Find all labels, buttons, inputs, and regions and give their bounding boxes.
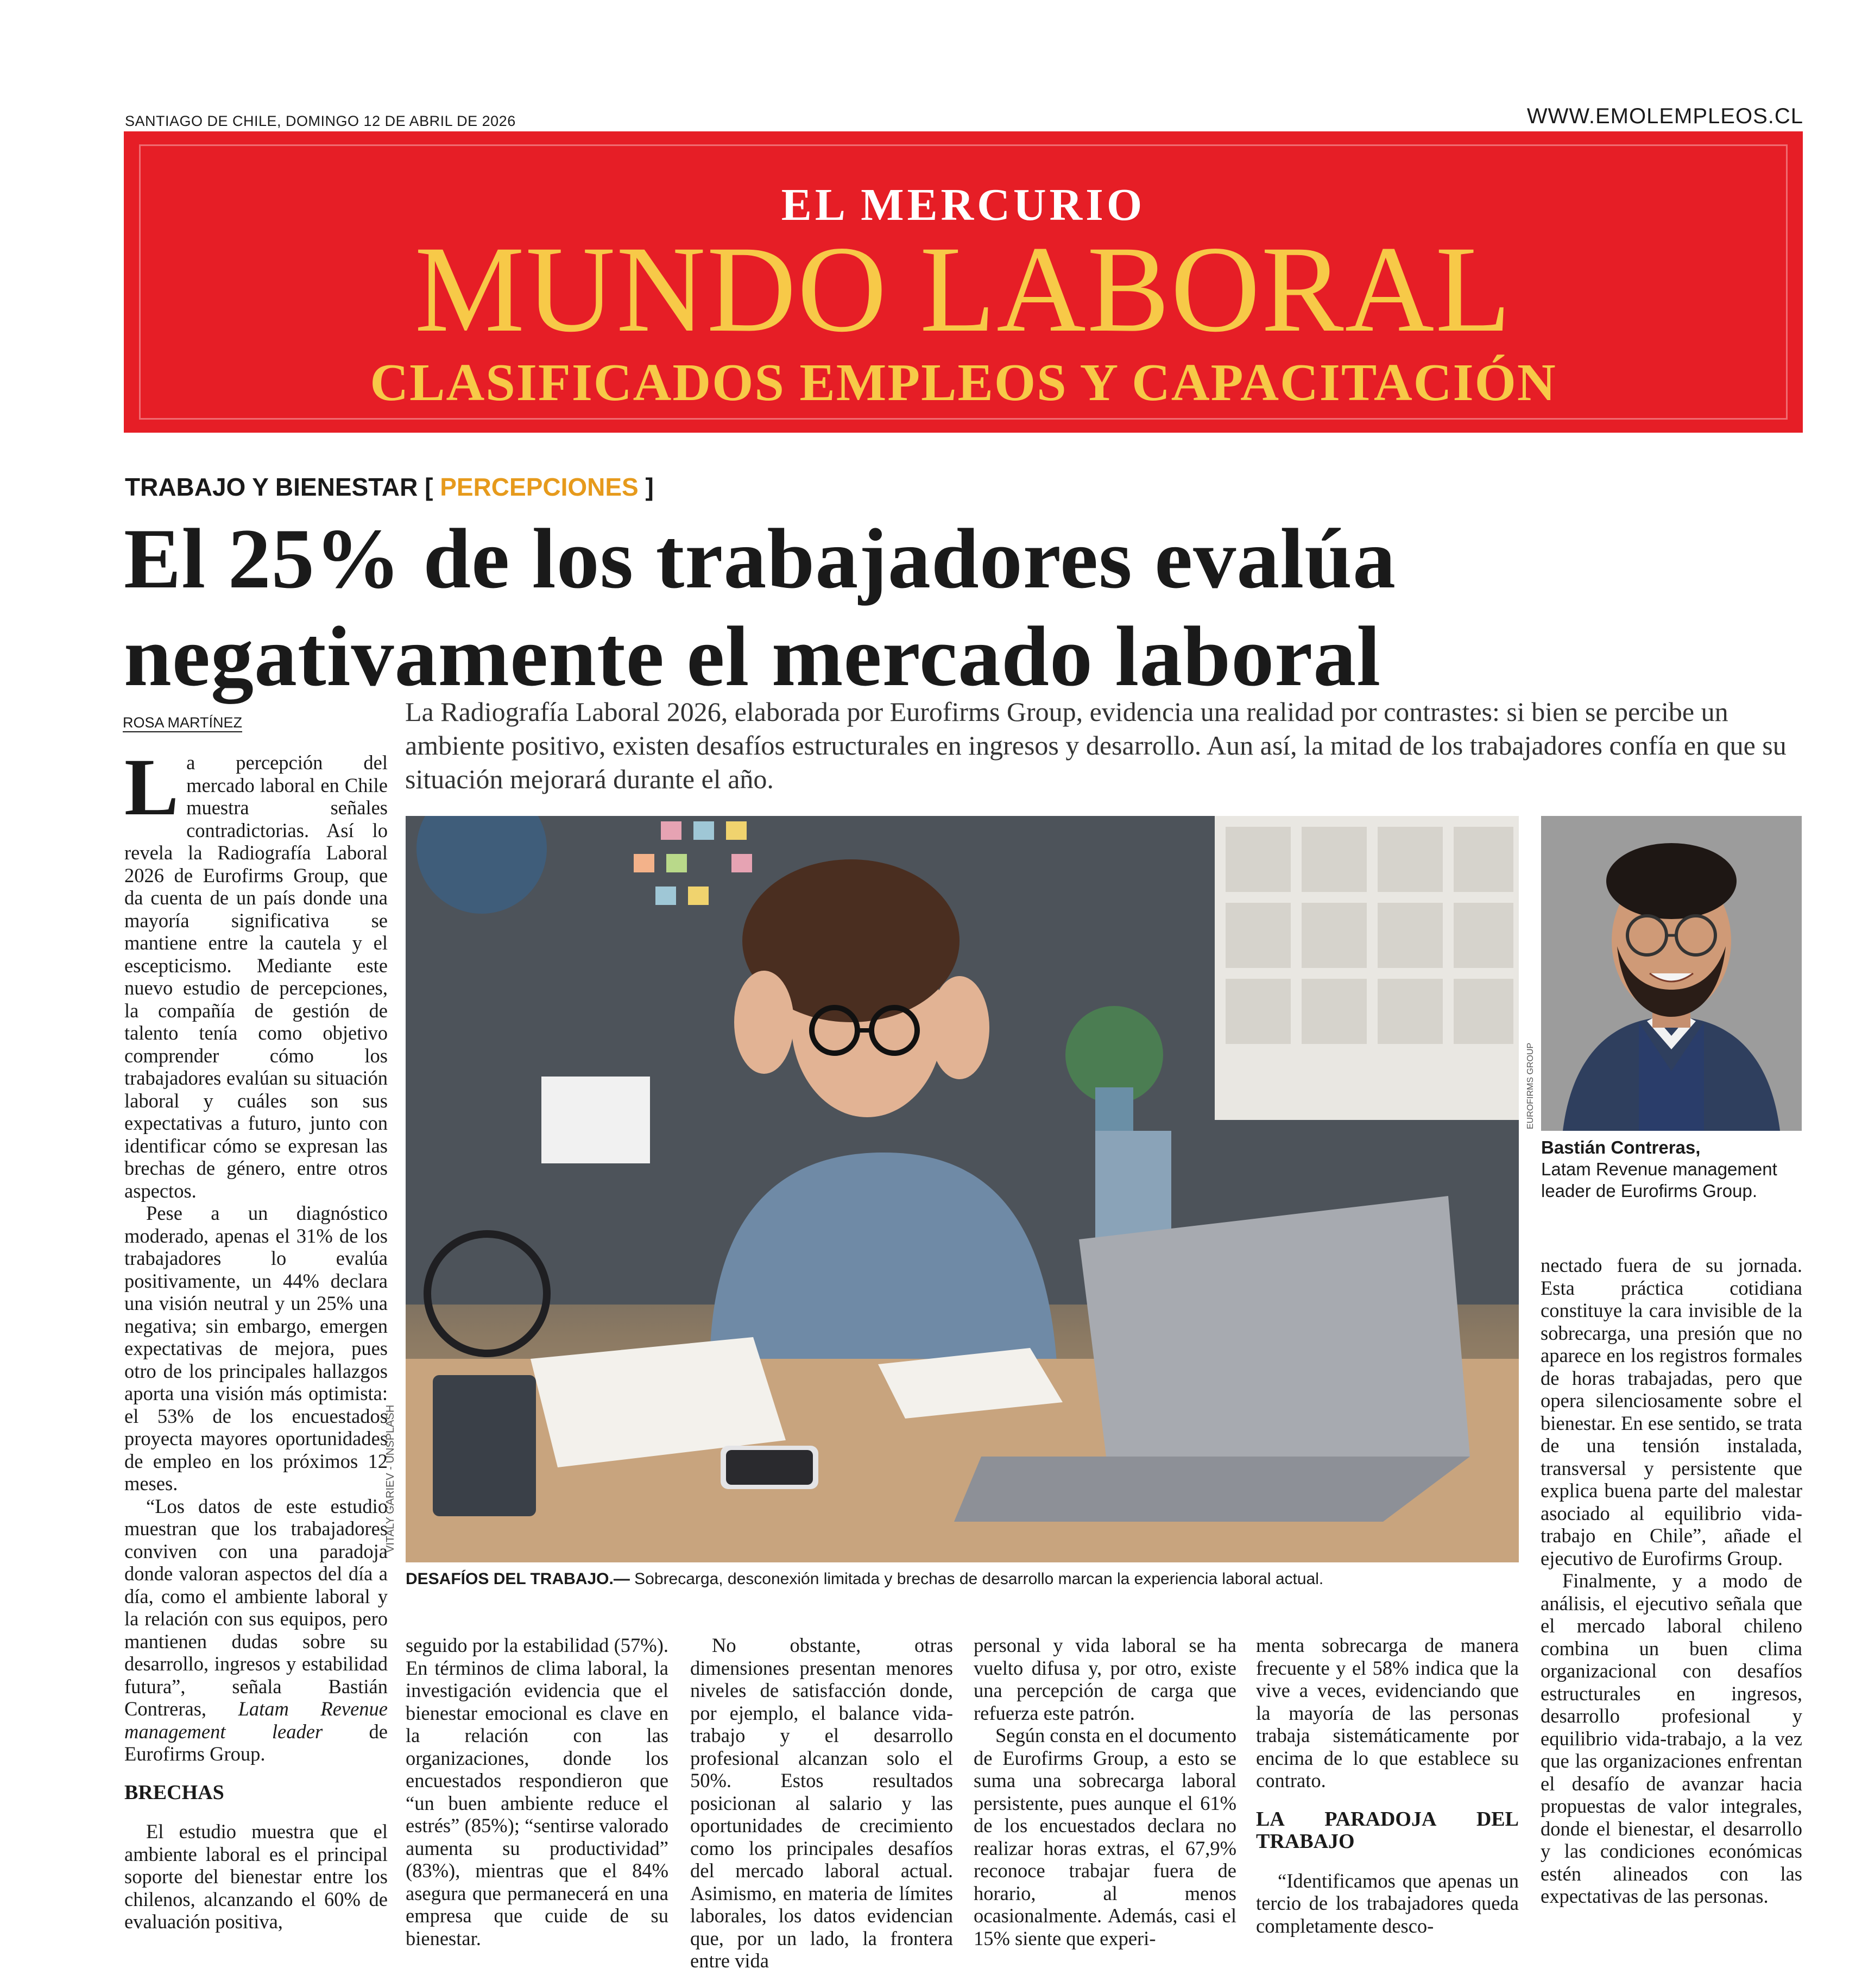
caption-text: Sobrecarga, desconexión limitada y brechas de desarrollo marcan la experiencia laboral actual.	[629, 1570, 1324, 1588]
paragraph: Finalmente, y a modo de análisis, el ejecutivo señala que el mercado laboral chileno combina un buen clima organizacional con desafíos estructurales en ingresos, desarrollo profesional y equilibrio vida-trabajo, a la vez que las organizaciones enfrentan el desafío de avanzar hacia propuestas de valor integrales, donde el bienestar, el desarrollo y las condiciones económicas estén alineados con las expectativas de las personas.	[1541, 1569, 1802, 1907]
portrait-illustration	[1541, 816, 1802, 1131]
main-photo-credit: VITALY GARIEV - UNSPLASH	[384, 1404, 396, 1553]
portrait-role-line-2: leader de Eurofirms Group.	[1541, 1181, 1758, 1201]
paragraph: Pese a un diagnóstico moderado, apenas el 31% de los trabajadores lo evalúa positivamente, un 44% declara una visión neutral y un 25% una negativa; sin embargo, emergen expectativas de mejora, pues otro de los principales hallazgos aporta una visión más optimista: el 53% de los encuestados proyecta mayores oportunidades de empleo en los próximos 12 meses.	[124, 1202, 388, 1495]
masthead	[124, 131, 1803, 433]
article-column-2	[406, 1634, 668, 1949]
masthead-frame	[139, 144, 1788, 420]
paragraph: personal y vida laboral se ha vuelto difusa y, por otro, existe una percepción de carga que refuerza este patrón.	[974, 1634, 1236, 1724]
paragraph: nectado fuera de su jornada. Esta práctica cotidiana constituye la cara invisible de la sobrecarga, una presión que no aparece en los registros formales de horas trabajadas, pero que opera silenciosamente sobre el bienestar. En ese sentido, se trata de una tensión instalada, transversal y persistente que explica buena parte del malestar asociado al equilibrio vida-trabajo en Chile”, añade el ejecutivo de Eurofirms Group.	[1541, 1254, 1802, 1569]
dateline: SANTIAGO DE CHILE, DOMINGO 12 DE ABRIL DE 2026	[125, 113, 516, 129]
portrait-name: Bastián Contreras,	[1541, 1137, 1701, 1157]
portrait-photo-credit: EUROFIRMS GROUP	[1526, 1042, 1535, 1129]
subhead-brechas: BRECHAS	[124, 1781, 224, 1804]
article-column-4	[974, 1634, 1236, 1949]
article-column-3	[690, 1634, 953, 1972]
kicker-section: TRABAJO Y BIENESTAR	[125, 473, 418, 501]
office-worker-illustration	[406, 816, 1519, 1562]
kicker-tag: PERCEPCIONES	[440, 473, 639, 501]
article-column-5	[1256, 1634, 1519, 1937]
paragraph-text: de Eurofirms Group.	[124, 1720, 388, 1765]
paragraph: “Identificamos que apenas un tercio de los trabajadores queda completamente desco-	[1256, 1869, 1519, 1937]
newspaper-brand: EL MERCURIO	[781, 180, 1146, 230]
paragraph: Según consta en el documento de Eurofirms Group, a esto se suma una sobrecarga laboral persistente, pues aunque el 61% de los encuestados declara no realizar horas extras, el 67,9% reconoce trabajar fuera de horario, al menos ocasionalmente. Además, casi el 15% siente que experi-	[974, 1724, 1236, 1949]
paragraph	[124, 742, 388, 1202]
paragraph-text: a percepción del mercado laboral en Chile muestra señales contradictorias. Así lo revela la Radiografía Laboral 2026 de Eurofirms Group, que da cuenta de un país donde una mayoría significativa se mantiene entre la cautela y el escepticismo. Mediante este nuevo estudio de percepciones, la compañía de gestión de talento tenía como objetivo comprender cómo los trabajadores evalúan su situación laboral y cuáles son sus expectativas a futuro, junto con identificar cómo se expresan las brechas de género, entre otros aspectos.	[124, 751, 388, 1202]
paragraph: menta sobrecarga de manera frecuente y el 58% indica que la vive a veces, evidenciando que la mayoría de las personas trabaja sistemáticamente por encima de lo que establece su contrato.	[1256, 1634, 1519, 1791]
kicker-bracket-close: ]	[645, 473, 654, 501]
section-title: MUNDO LABORAL	[414, 221, 1512, 358]
website-link[interactable]: WWW.EMOLEMPLEOS.CL	[1526, 104, 1803, 128]
portrait-caption	[1541, 1137, 1802, 1202]
kicker-bracket-open: [	[425, 473, 433, 501]
main-photo	[406, 816, 1519, 1562]
portrait-role-line-1: Latam Revenue management	[1541, 1159, 1777, 1179]
drop-cap: L	[124, 742, 179, 832]
article-column-6	[1541, 1254, 1802, 1908]
article-lead: La Radiografía Laboral 2026, elaborada por Eurofirms Group, evidencia una realidad por contrastes: si bien se percibe un ambiente positivo, existen desafíos estructurales en ingresos y desarrollo. Aun así, la mitad de los trabajadores confía en que su situación mejorará durante el año.	[405, 697, 1787, 794]
paragraph	[124, 1495, 388, 1765]
byline: ROSA MARTÍNEZ	[123, 714, 242, 732]
caption-label: DESAFÍOS DEL TRABAJO.—	[406, 1570, 630, 1588]
paragraph: El estudio muestra que el ambiente laboral es el principal soporte del bienestar entre los chilenos, alcanzando el 60% de evaluación positiva,	[124, 1820, 388, 1933]
article-kicker	[125, 472, 654, 502]
article-headline: El 25% de los trabajadores evalúa negativamente el mercado laboral	[124, 511, 1397, 704]
article-column-1	[124, 742, 388, 1933]
main-photo-caption	[406, 1570, 1323, 1588]
portrait-photo	[1541, 816, 1802, 1131]
paragraph: seguido por la estabilidad (57%). En términos de clima laboral, la investigación evidencia que el bienestar emocional es clave en la relación con las organizaciones, donde los encuestados respondieron que “un buen ambiente reduce el estrés” (85%); “sentirse valorado aumenta su productividad” (83%), mientras que el 84% asegura que permanecerá en una empresa que cuide de su bienestar.	[406, 1634, 668, 1949]
section-subtitle: CLASIFICADOS EMPLEOS Y CAPACITACIÓN	[370, 353, 1557, 412]
paragraph: No obstante, otras dimensiones presentan menores niveles de satisfacción donde, por ejemplo, el balance vida-trabajo y el desarrollo profesional alcanzan solo el 50%. Estos resultados posicionan al salario y las oportunidades de crecimiento como los principales desafíos del mercado laboral actual. Asimismo, en materia de límites laborales, los datos evidencian que, por un lado, la frontera entre vida	[690, 1634, 953, 1972]
paragraph-text: “Los datos de este estudio muestran que los trabajadores conviven con una paradoja donde valoran aspectos del día a día, como el ambiente laboral y la relación con sus equipos, pero mantienen dudas sobre su desarrollo, ingresos y estabilidad futura”, señala Bastián Contreras,	[124, 1495, 388, 1720]
subhead-paradoja: LA PARADOJA DEL TRABAJO	[1256, 1807, 1519, 1853]
role-italic: Latam Revenue management leader	[124, 1698, 388, 1743]
